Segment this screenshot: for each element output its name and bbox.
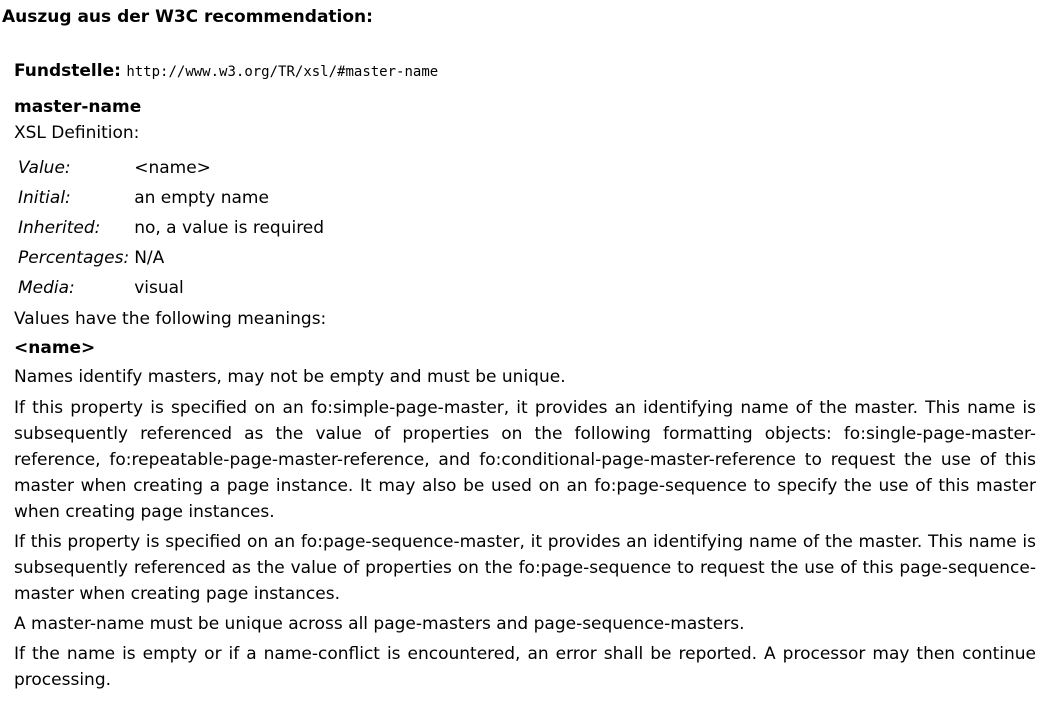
definition-value: <name> (134, 158, 211, 178)
paragraph-uniqueness: A master-name must be unique across all page-masters and page-sequence-masters. (14, 614, 745, 634)
meanings-intro: Values have the following meanings: (14, 309, 327, 329)
definition-row-percentages (16, 243, 327, 273)
definition-value: no, a value is required (134, 218, 325, 238)
definition-value: visual (134, 278, 184, 298)
source-url: http://www.w3.org/TR/xsl/#master-name (126, 64, 439, 80)
source-reference (14, 58, 1036, 85)
paragraph-simple-page-master: If this property is specified on an fo:simple-page-master, it provides an identifying name of the master. This name is subsequently referenced as the value of properties on the following formatting objects: fo:single-page-master-reference, fo:repeatable-page-master-reference, and fo:conditional-page-master-reference to request the use of this master when creating a page instance. It may also be used on an fo:page-sequence to specify the use of this master when creating page instances. (14, 398, 1036, 522)
definition-value: N/A (134, 248, 165, 268)
definition-key: Initial: (18, 188, 71, 208)
definition-key: Media: (18, 278, 75, 298)
value-name-description: Names identify masters, may not be empty and must be unique. (14, 367, 566, 387)
value-name-term: <name> (14, 338, 96, 358)
definition-row-initial (16, 183, 327, 213)
definition-key: Inherited: (18, 218, 101, 238)
property-name-heading: master-name (14, 97, 142, 117)
source-label: Fundstelle: (14, 61, 121, 81)
definition-row-media (16, 273, 327, 303)
page-title: Auszug aus der W3C recommendation: (2, 7, 373, 27)
paragraph-page-sequence-master: If this property is specified on an fo:page-sequence-master, it provides an identifying name of the master. This name is subsequently referenced as the value of properties on the fo:page-sequence to request the use of this page-sequence-master when creating page instances. (14, 532, 1036, 604)
definition-key: Value: (18, 158, 71, 178)
paragraph-error-handling: If the name is empty or if a name-conflict is encountered, an error shall be reported. A processor may then continue processing. (14, 644, 1036, 690)
definition-row-inherited (16, 213, 327, 243)
definition-table (16, 153, 327, 303)
document-body (14, 58, 1036, 693)
definition-key: Percentages: (18, 248, 130, 268)
definition-value: an empty name (134, 188, 269, 208)
definition-row-value (16, 153, 327, 183)
definition-title: XSL Definition: (14, 123, 140, 143)
